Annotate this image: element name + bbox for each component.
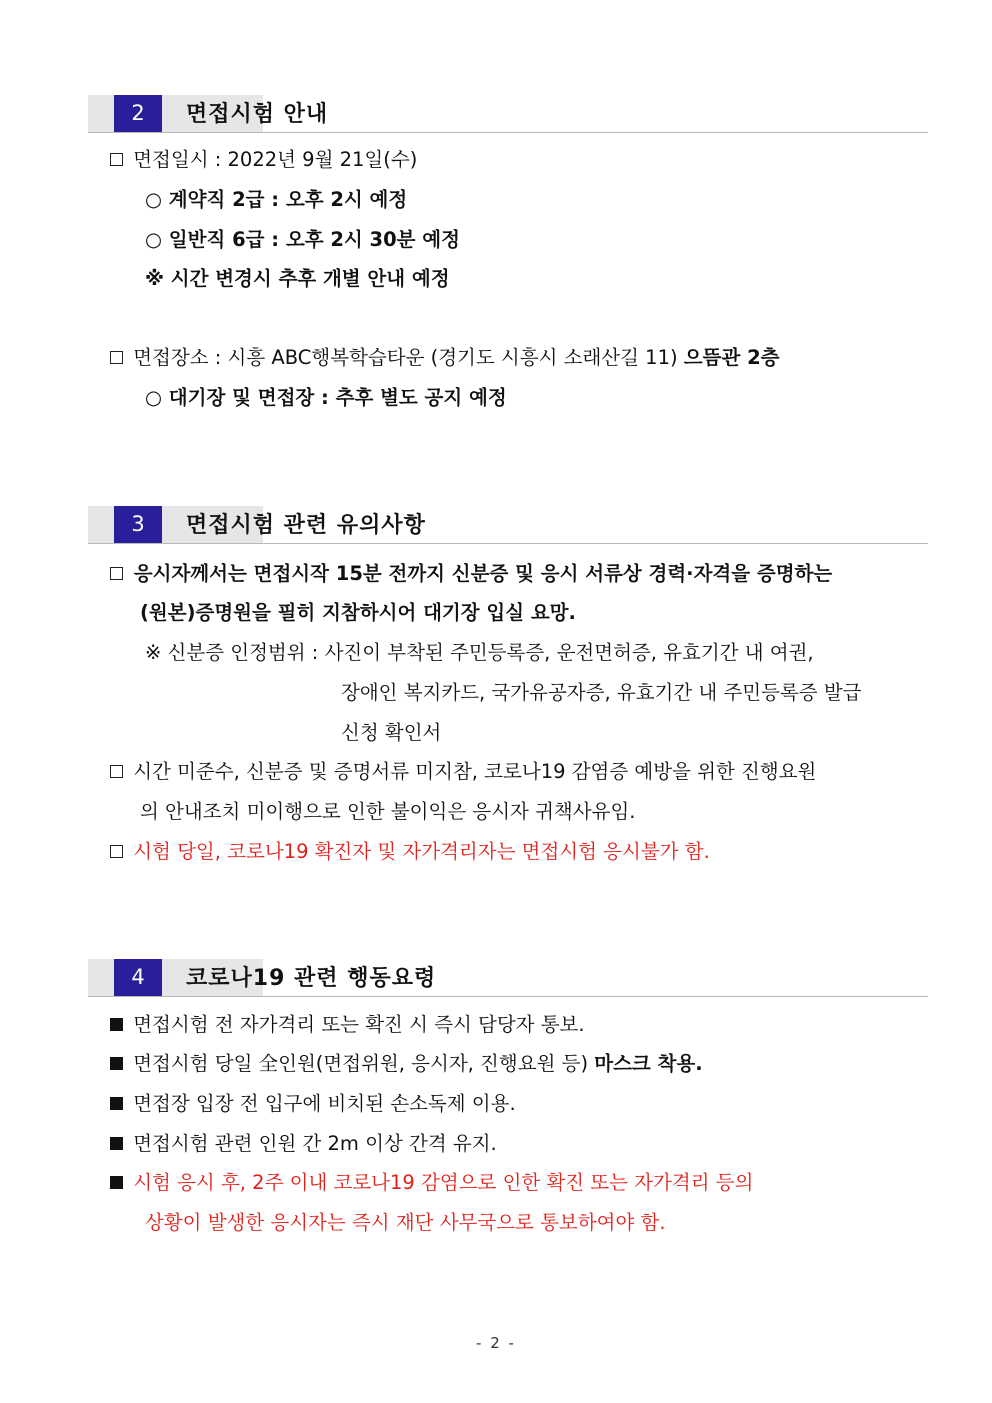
interview-place-text: 면접장소 : 시흥 ABC행복학습타운 (경기도 시흥시 소래산길 11)	[133, 346, 684, 369]
interview-date-line	[110, 145, 417, 175]
id-scope-text: 사진이 부착된 주민등록증, 운전면허증, 유효기간 내 여권,	[324, 641, 814, 664]
id-scope-line-3: 신청 확인서	[341, 721, 442, 744]
disadvantage-line	[110, 757, 816, 787]
guideline-text: 면접장 입장 전 입구에 비치된 손소독제 이용.	[133, 1092, 516, 1115]
guideline-text: 시험 응시 후, 2주 이내 코로나19 감염으로 인한 확진 또는 자가격리 등의	[133, 1171, 754, 1194]
disadvantage-text: 시간 미준수, 신분증 및 증명서류 미지참, 코로나19 감염증 예방을 위한 진행요원	[133, 760, 817, 783]
checkbox-square-icon	[110, 351, 123, 364]
guideline-text: 면접시험 관련 인원 간 2m 이상 간격 유지.	[133, 1132, 497, 1155]
id-scope-line-2: 장애인 복지카드, 국가유공자증, 유효기간 내 주민등록증 발급	[341, 681, 862, 704]
id-requirement-text: 응시자께서는 면접시작 15분 전까지 신분증 및 응시 서류상 경력·자격을 증명하는	[133, 562, 833, 585]
id-requirement-continued: (원본)증명원을 필히 지참하시어 대기장 입실 요망.	[140, 601, 576, 624]
section-title: 면접시험 안내	[186, 102, 329, 127]
interview-place-line	[110, 343, 780, 373]
section-3-header	[88, 506, 928, 544]
time-change-note: ※ 시간 변경시 추후 개별 안내 예정	[145, 267, 450, 290]
section-2-header	[88, 95, 928, 133]
disadvantage-continued: 의 안내조치 미이행으로 인한 불이익은 응시자 귀책사유임.	[140, 800, 636, 823]
filled-square-bullet-icon	[110, 1057, 123, 1070]
guideline-item-red	[110, 1168, 753, 1198]
guideline-text: 면접시험 당일 全인원(면접위원, 응시자, 진행요원 등)	[133, 1052, 595, 1075]
section-4-header	[88, 959, 928, 997]
guideline-item	[110, 1129, 497, 1159]
waiting-room-line: ○ 대기장 및 면접장 : 추후 별도 공지 예정	[145, 386, 507, 409]
contract-time-line: ○ 계약직 2급 : 오후 2시 예정	[145, 188, 408, 211]
covid-exclusion-text: 시험 당일, 코로나19 확진자 및 자가격리자는 면접시험 응시불가 함.	[133, 840, 710, 863]
interview-place-hall: 으뜸관 2층	[683, 346, 780, 369]
filled-square-bullet-icon	[110, 1176, 123, 1189]
page-number: - 2 -	[476, 1334, 516, 1352]
checkbox-square-icon	[110, 845, 123, 858]
id-scope-label: ※ 신분증 인정범위 :	[145, 641, 325, 664]
interview-date-text: 면접일시 : 2022년 9월 21일(수)	[133, 148, 418, 171]
mask-required-text: 마스크 착용.	[594, 1052, 703, 1075]
guideline-text: 면접시험 전 자가격리 또는 확진 시 즉시 담당자 통보.	[133, 1013, 585, 1036]
checkbox-square-icon	[110, 153, 123, 166]
filled-square-bullet-icon	[110, 1097, 123, 1110]
section-number: 4	[114, 959, 162, 996]
filled-square-bullet-icon	[110, 1018, 123, 1031]
checkbox-square-icon	[110, 765, 123, 778]
filled-square-bullet-icon	[110, 1137, 123, 1150]
general-time-line: ○ 일반직 6급 : 오후 2시 30분 예정	[145, 228, 460, 251]
checkbox-square-icon	[110, 567, 123, 580]
guideline-continued-red: 상황이 발생한 응시자는 즉시 재단 사무국으로 통보하여야 함.	[145, 1211, 666, 1234]
id-requirement-line	[110, 559, 832, 589]
guideline-item	[110, 1010, 585, 1040]
section-title: 면접시험 관련 유의사항	[186, 513, 426, 538]
covid-exclusion-line	[110, 837, 710, 867]
guideline-item	[110, 1049, 703, 1079]
section-number: 3	[114, 506, 162, 543]
id-scope-line	[145, 638, 814, 668]
section-title: 코로나19 관련 행동요령	[186, 966, 437, 991]
guideline-item	[110, 1089, 516, 1119]
section-number: 2	[114, 95, 162, 132]
